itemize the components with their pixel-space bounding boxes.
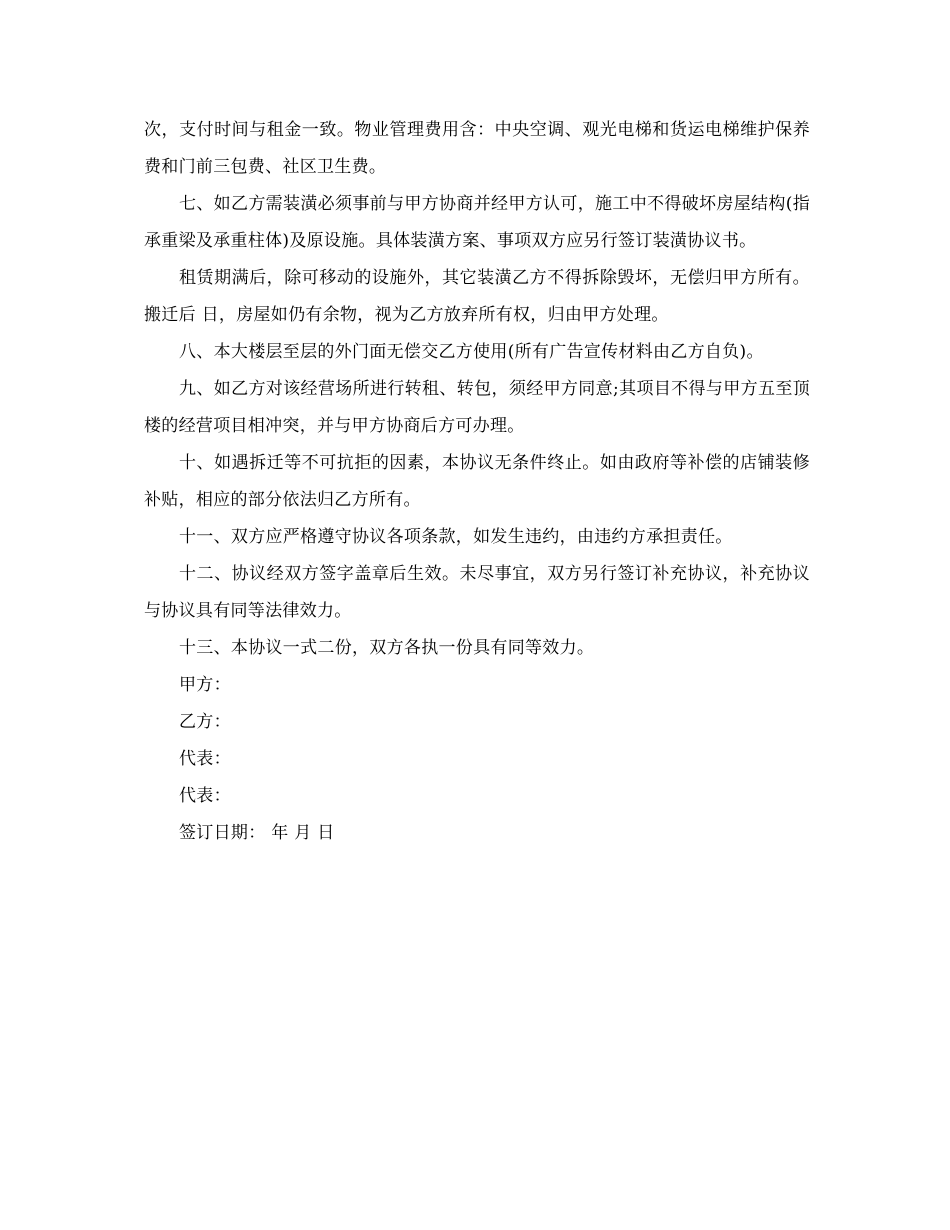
- paragraph-clause-13: 十三、本协议一式二份，双方各执一份具有同等效力。: [179, 638, 595, 658]
- paragraph-clause-12: 十二、协议经双方签字盖章后生效。未尽事宜，双方另行签订补充协议，补充协议与协议具有同等法律效力。: [144, 564, 810, 621]
- signing-date: 签订日期： 年 月 日: [179, 823, 335, 843]
- document-body: [144, 112, 810, 852]
- paragraph-clause-11: 十一、双方应严格遵守协议各项条款，如发生违约，由违约方承担责任。: [179, 527, 733, 547]
- paragraph-fee-continuation: 次，支付时间与租金一致。物业管理费用含：中央空调、观光电梯和货运电梯维护保养费和门前三包费、社区卫生费。: [144, 120, 810, 177]
- paragraph-lease-expiry: 租赁期满后，除可移动的设施外，其它装潢乙方不得拆除毁坏，无偿归甲方所有。搬迁后 日，房屋如仍有余物，视为乙方放弃所有权，归由甲方处理。: [144, 268, 810, 325]
- paragraph-clause-8: 八、本大楼层至层的外门面无偿交乙方使用(所有广告宣传材料由乙方自负)。: [179, 342, 764, 362]
- paragraph-clause-9: 九、如乙方对该经营场所进行转租、转包，须经甲方同意;其项目不得与甲方五至顶楼的经营项目相冲突，并与甲方协商后方可办理。: [144, 379, 810, 436]
- signature-party-a: 甲方：: [179, 675, 231, 695]
- signature-representative-a: 代表：: [179, 749, 231, 769]
- signature-representative-b: 代表：: [179, 786, 231, 806]
- paragraph-clause-7: 七、如乙方需装潢必须事前与甲方协商并经甲方认可，施工中不得破坏房屋结构(指承重梁及承重柱体)及原设施。具体装潢方案、事项双方应另行签订装潢协议书。: [144, 194, 810, 251]
- paragraph-clause-10: 十、如遇拆迁等不可抗拒的因素，本协议无条件终止。如由政府等补偿的店铺装修补贴，相应的部分依法归乙方所有。: [144, 453, 810, 510]
- signature-party-b: 乙方：: [179, 712, 231, 732]
